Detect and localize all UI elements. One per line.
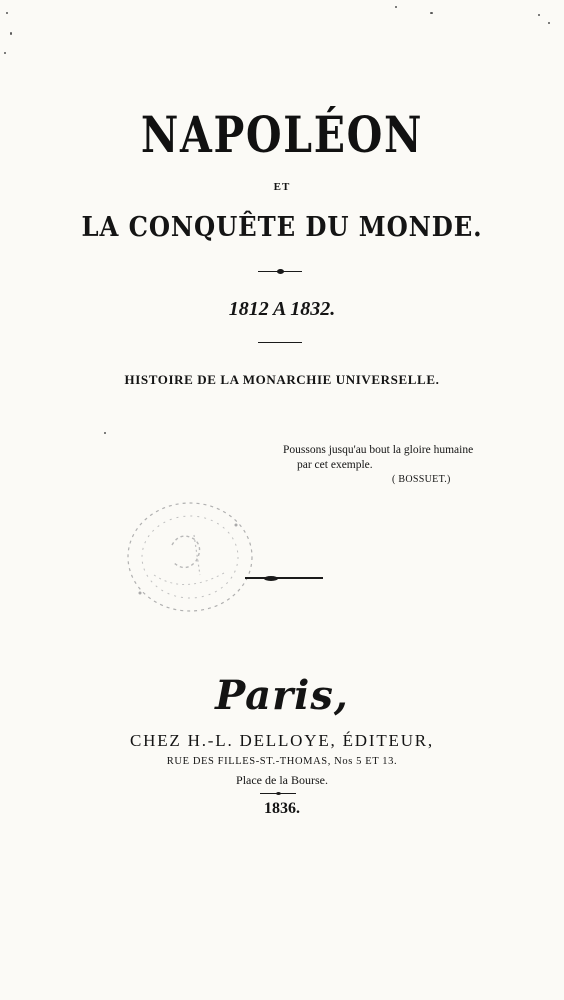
epigraph-line-2: par cet exemple.	[297, 459, 373, 471]
speck	[430, 12, 433, 14]
conjunction: ET	[273, 181, 291, 193]
ornament-rule	[258, 271, 302, 272]
ornament-rule-long	[245, 577, 323, 579]
speck	[4, 52, 6, 54]
publication-date: 1836.	[264, 800, 300, 817]
book-title: NAPOLÉON	[140, 105, 424, 164]
city: Paris,	[215, 672, 349, 719]
speck	[6, 12, 8, 14]
publisher-address: RUE DES FILLES-ST.-THOMAS, Nos 5 ET 13.	[166, 756, 398, 767]
book-subtitle: LA CONQUÊTE DU MONDE.	[81, 212, 483, 243]
speck	[10, 32, 12, 35]
epigraph-line-1: Poussons jusqu'au bout la gloire humaine	[283, 444, 474, 456]
divider-rule	[258, 342, 302, 343]
series-title: HISTOIRE DE LA MONARCHIE UNIVERSELLE.	[124, 372, 440, 387]
epigraph-author: ( BOSSUET.)	[392, 474, 451, 485]
library-stamp-icon	[110, 495, 260, 625]
publisher-place: Place de la Bourse.	[236, 773, 328, 787]
speck	[538, 14, 540, 16]
speck	[548, 22, 550, 24]
ornament-rule	[260, 793, 296, 794]
publisher: CHEZ H.-L. DELLOYE, ÉDITEUR,	[130, 731, 434, 750]
speck	[395, 6, 397, 8]
years: 1812 A 1832.	[228, 298, 336, 320]
speck	[104, 432, 106, 434]
